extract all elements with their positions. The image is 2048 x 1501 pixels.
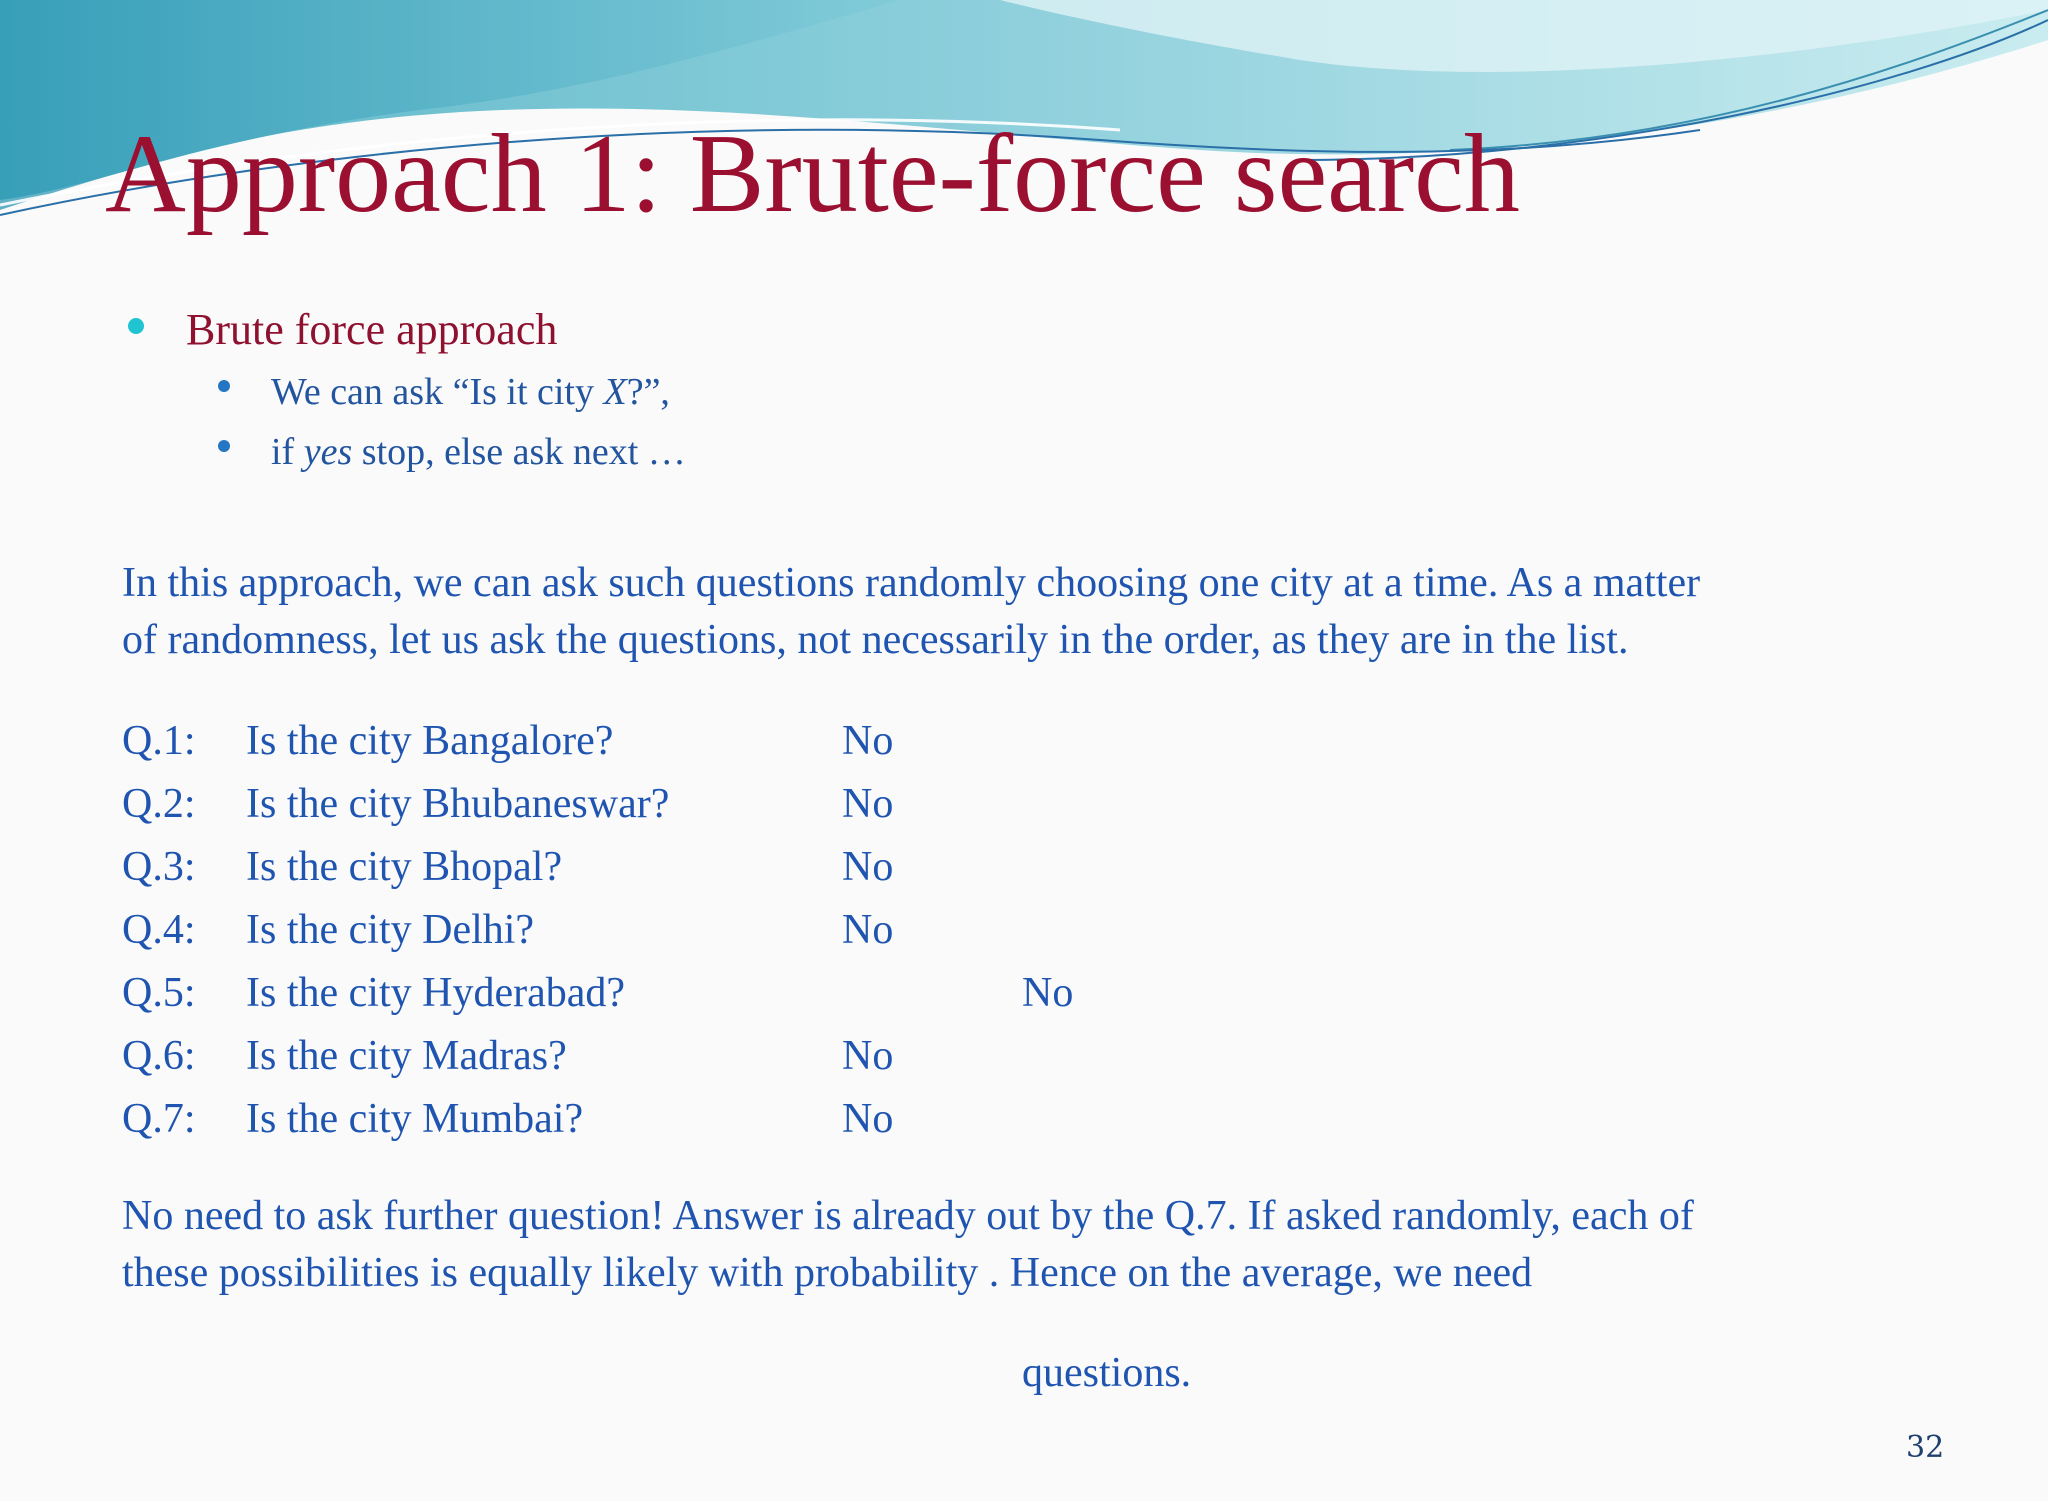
intro-paragraph-line: In this approach, we can ask such questions randomly choosing one city at a time. As a matter — [122, 560, 1701, 606]
conclusion-paragraph — [122, 1188, 1694, 1302]
sub-bullet-dot-icon — [218, 380, 230, 392]
question-answer: No — [842, 844, 894, 890]
question-text: Is the city Hyderabad? — [246, 970, 626, 1016]
conclusion-paragraph-line: these possibilities is equally likely with probability . Hence on the average, we need — [122, 1250, 1533, 1296]
question-text: Is the city Mumbai? — [246, 1096, 584, 1142]
question-number: Q.7: — [122, 1096, 196, 1142]
question-text: Is the city Bhubaneswar? — [246, 781, 670, 827]
question-number: Q.2: — [122, 781, 196, 827]
bullet-brute-force: Brute force approach — [186, 305, 558, 354]
trailing-text: questions. — [1022, 1350, 1192, 1396]
question-text: Is the city Bhopal? — [246, 844, 563, 890]
page-number: 32 — [1906, 1430, 1945, 1465]
question-answer: No — [842, 781, 894, 827]
bullet-dot-icon — [128, 318, 144, 334]
sub-bullet-dot-icon — [218, 440, 230, 452]
sub-bullet-if-yes: if yes stop, else ask next … — [271, 431, 686, 473]
question-answer: No — [842, 1033, 894, 1079]
intro-paragraph-line: of randomness, let us ask the questions, not necessarily in the order, as they are in the list. — [122, 617, 1629, 663]
question-answer: No — [1022, 970, 1074, 1016]
question-number: Q.6: — [122, 1033, 196, 1079]
question-number: Q.3: — [122, 844, 196, 890]
sub-bullet-ask-city: We can ask “Is it city X?”, — [271, 371, 670, 413]
question-answer: No — [842, 718, 894, 764]
intro-paragraph — [122, 555, 1700, 669]
slide-title: Approach 1: Brute-force search — [105, 112, 1520, 236]
conclusion-paragraph-line: No need to ask further question! Answer is already out by the Q.7. If asked randomly, each of — [122, 1193, 1694, 1239]
question-number: Q.5: — [122, 970, 196, 1016]
question-text: Is the city Bangalore? — [246, 718, 614, 764]
question-text: Is the city Delhi? — [246, 907, 535, 953]
question-number: Q.4: — [122, 907, 196, 953]
question-answer: No — [842, 907, 894, 953]
question-text: Is the city Madras? — [246, 1033, 567, 1079]
question-answer: No — [842, 1096, 894, 1142]
question-number: Q.1: — [122, 718, 196, 764]
